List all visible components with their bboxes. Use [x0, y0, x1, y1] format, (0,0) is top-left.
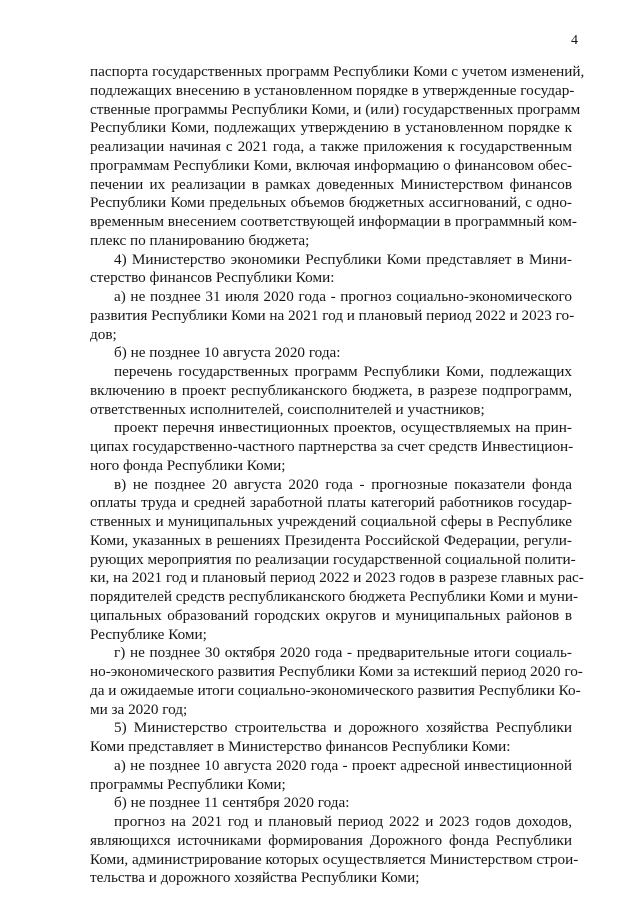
text-line: Коми представляет в Министерство финансов Республики Коми: [90, 738, 511, 755]
text-line: Республики Коми, подлежащих утверждению в установленном порядке к [90, 119, 572, 137]
text-line: порядителей средств республиканского бюджета Республики Коми и муни- [90, 588, 579, 605]
text-line: 5) Министерство строительства и дорожного хозяйства Республики [114, 719, 572, 737]
text-line: 4) Министерство экономики Республики Коми представляет в Мини- [114, 250, 572, 268]
text-line: оплаты труда и средней заработной платы категорий работников государ- [90, 494, 572, 512]
text-line: Коми, указанных в решениях Президента Российской Федерации, регули- [90, 531, 572, 549]
text-line: реализации начиная с 2021 года, а также приложения к государственным [90, 138, 572, 155]
text-line: ми за 2020 год; [90, 700, 188, 718]
text-line: временным внесением соответствующей информации в программный ком- [90, 213, 577, 230]
text-line: да и ожидаемые итоги социально-экономического развития Республики Ко- [90, 681, 581, 699]
text-line: г) не позднее 30 октября 2020 года - предварительные итоги социаль- [114, 644, 572, 662]
text-line: а) не позднее 10 августа 2020 года - проект адресной инвестиционной [114, 756, 572, 774]
text-line: ного фонда Республики Коми; [90, 456, 286, 474]
text-line: тельства и дорожного хозяйства Республики Коми; [90, 869, 420, 887]
text-line: ственных и муниципальных учреждений социальной сферы в Республике [90, 513, 572, 530]
text-line: б) не позднее 11 сентября 2020 года: [114, 794, 350, 812]
text-line: паспорта государственных программ Республики Коми с учетом изменений, [90, 63, 585, 80]
text-line: являющихся источниками формирования Дорожного фонда Республики [90, 831, 572, 849]
text-line: ственные программы Республики Коми, и (или) государственных программ [90, 100, 581, 118]
text-line: перечень государственных программ Республики Коми, подлежащих [114, 363, 572, 380]
text-line: Республике Коми; [90, 625, 207, 643]
text-line: стерство финансов Республики Коми: [90, 269, 335, 287]
text-line: но-экономического развития Республики Коми за истекший период 2020 го- [90, 663, 583, 680]
text-line: прогноз на 2021 год и плановый период 2022 и 2023 годов доходов, [114, 813, 572, 830]
text-line: ципальных образований городских округов и муниципальных районов в [90, 606, 572, 624]
text-line: развития Республики Коми на 2021 год и плановый период 2022 и 2023 го- [90, 306, 575, 324]
text-line: Республики Коми предельных объемов бюджетных ассигнований, с одно- [90, 194, 572, 212]
text-line: ципах государственно-частного партнерства за счет средств Инвестицион- [90, 438, 574, 455]
text-line: ки, на 2021 год и плановый период 2022 и 2023 годов в разрезе главных рас- [90, 569, 584, 587]
text-line: включению в проект республиканского бюджета, в разрезе подпрограмм, [90, 381, 572, 399]
text-line: ответственных исполнителей, соисполнителей и участников; [90, 400, 485, 418]
text-line: печении их реализации в рамках доведенных Министерством финансов [90, 175, 572, 193]
text-line: плекс по планированию бюджета; [90, 231, 310, 249]
text-line: программы Республики Коми; [90, 775, 286, 793]
text-line: а) не позднее 31 июля 2020 года - прогноз социально-экономического [114, 288, 572, 305]
text-line: б) не позднее 10 августа 2020 года: [114, 344, 341, 362]
text-line: дов; [90, 325, 117, 343]
text-line: программам Республики Коми, включая информацию о финансовом обес- [90, 156, 572, 174]
text-line: подлежащих внесению в установленном порядке в утвержденные государ- [90, 81, 575, 99]
text-line: Коми, администрирование которых осуществляется Министерством строи- [90, 850, 579, 868]
text-line: проект перечня инвестиционных проектов, осуществляемых на прин- [114, 419, 572, 437]
text-line: рующих мероприятия по реализации государственной социальной полити- [90, 550, 576, 568]
text-line: в) не позднее 20 августа 2020 года - прогнозные показатели фонда [114, 475, 572, 493]
page-number: 4 [571, 33, 578, 48]
